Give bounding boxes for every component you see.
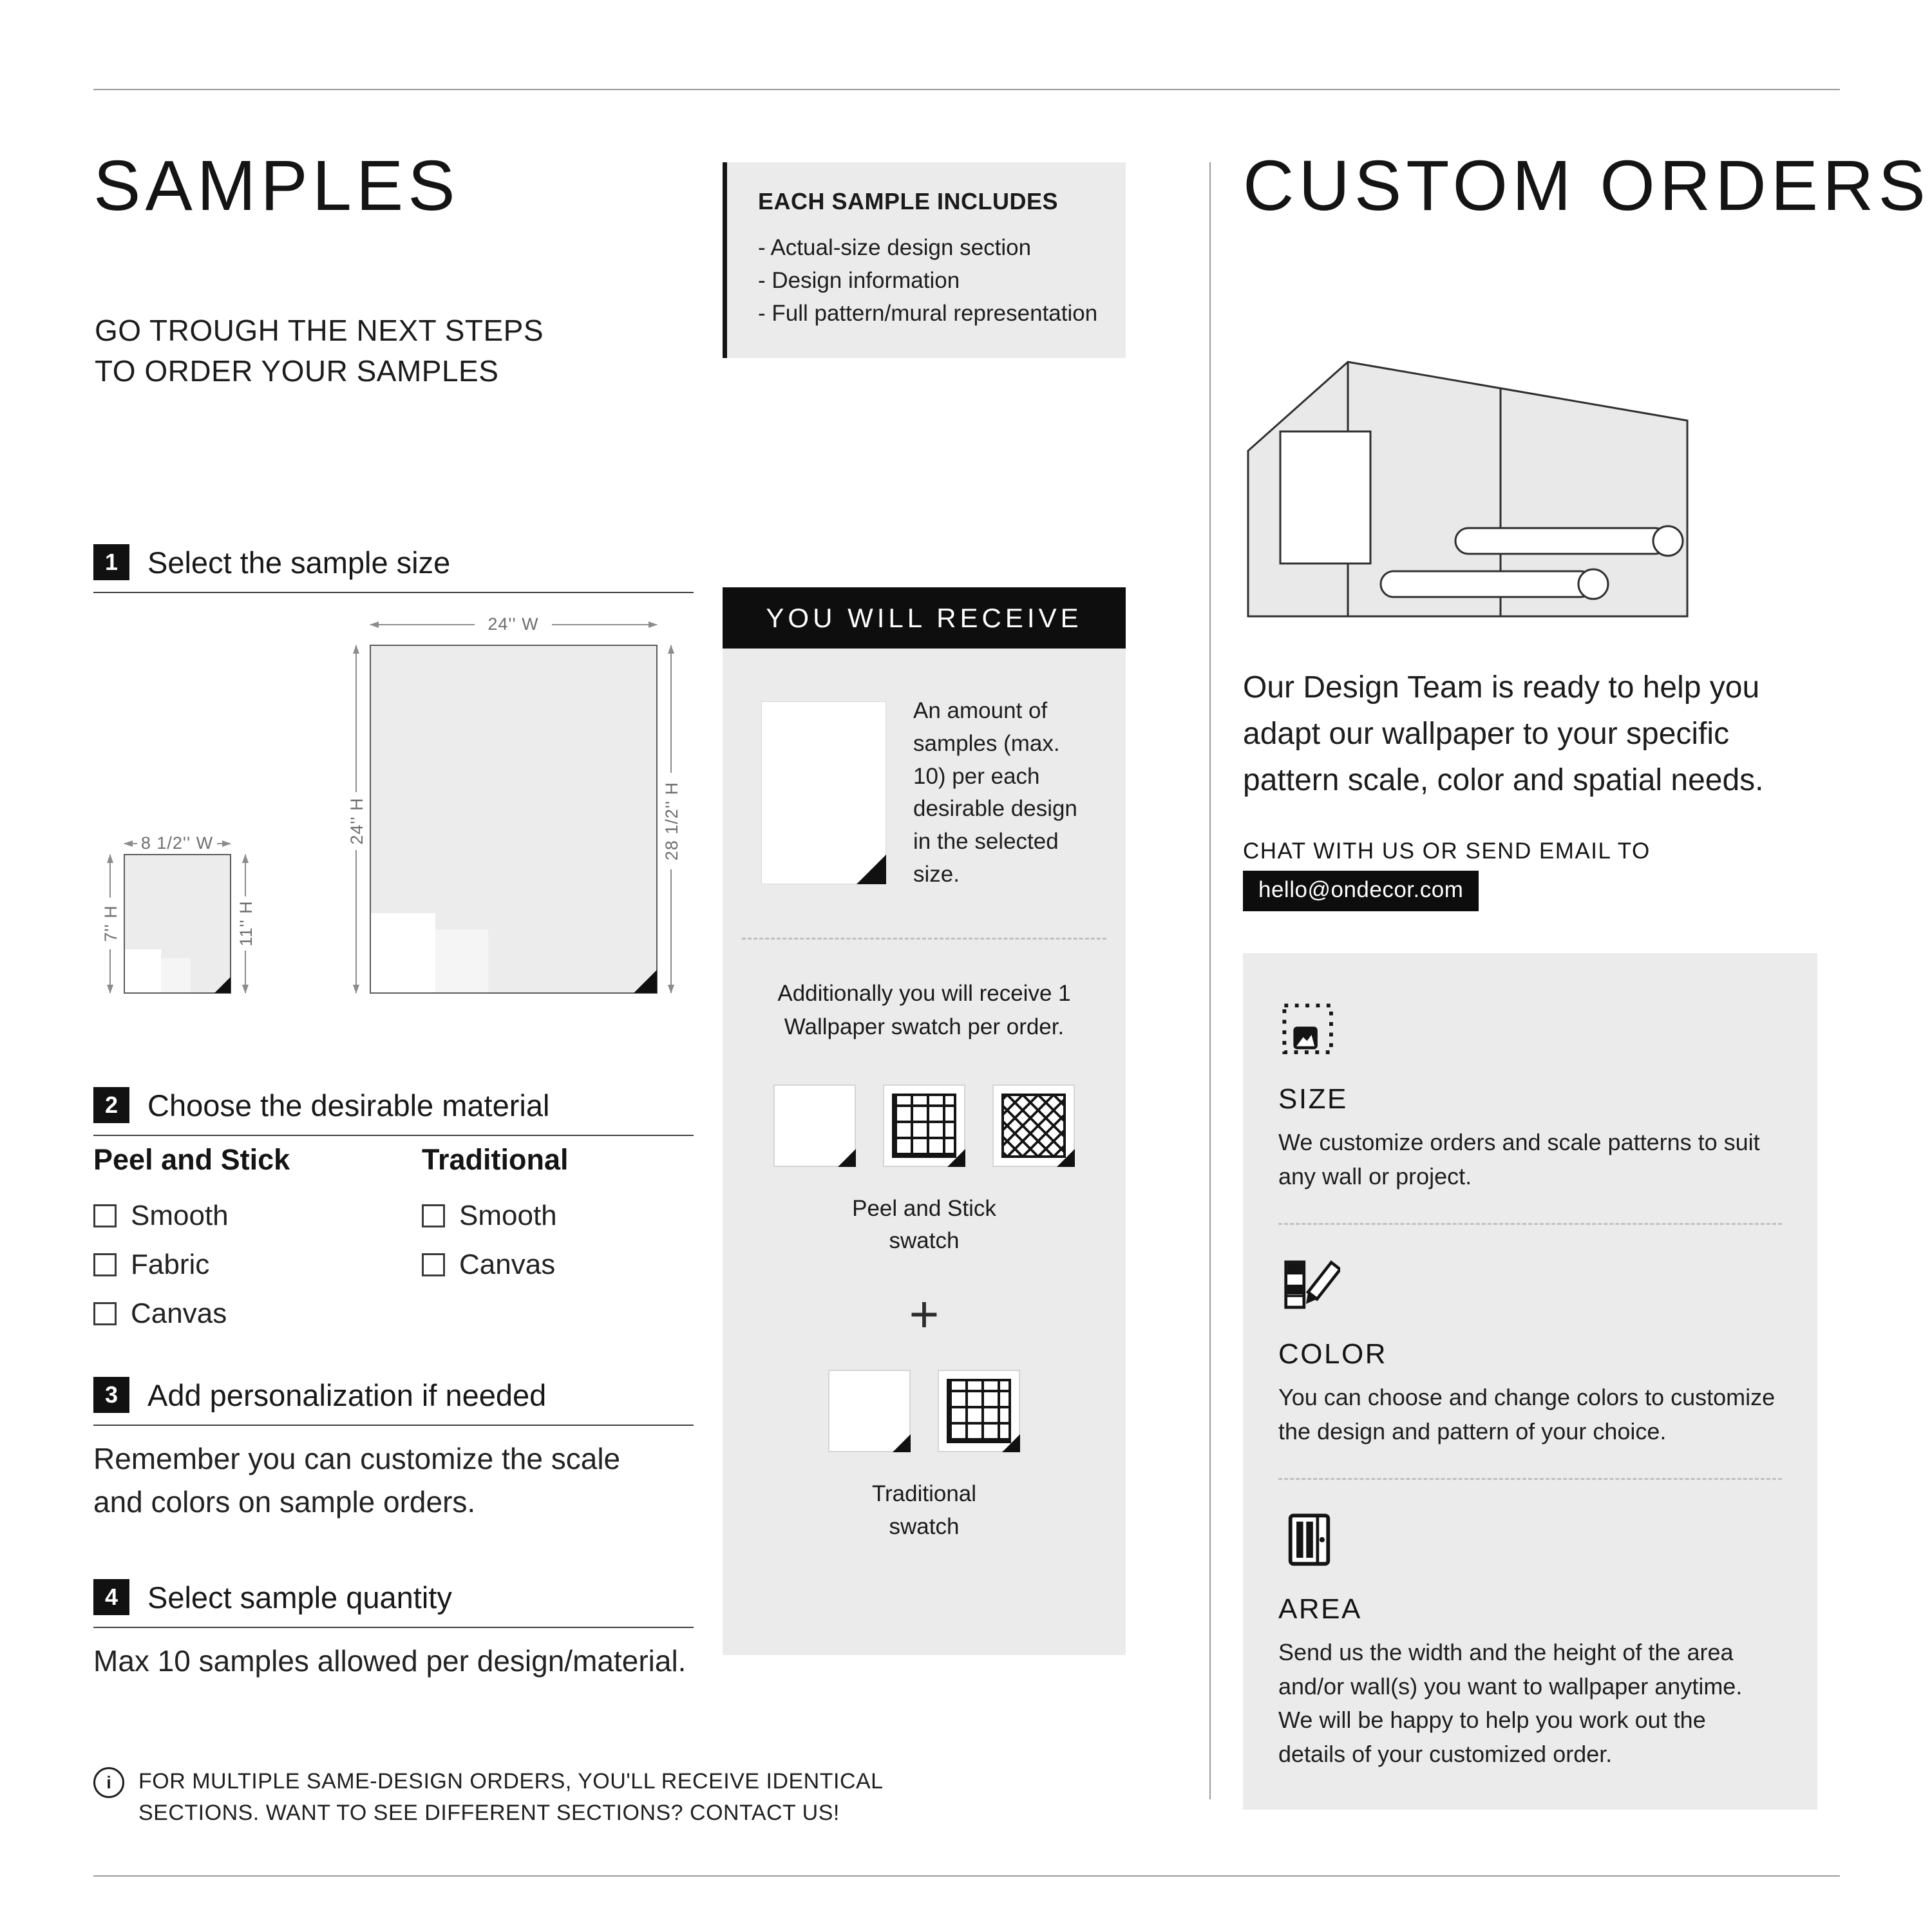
blank-swatch-icon [773,1084,856,1167]
feature-title: SIZE [1278,1083,1348,1115]
sample-frame [1280,431,1370,564]
checkbox-icon[interactable] [422,1204,445,1227]
material-group-peel [93,1143,351,1330]
bottom-divider [93,1875,1840,1877]
checkbox-icon[interactable] [93,1302,117,1325]
traditional-swatch-caption: Traditional swatch [871,1481,977,1539]
email-link[interactable]: hello@ondecor.com [1243,871,1479,911]
you-will-receive-panel [723,587,1126,1655]
checkbox-label: Smooth [459,1200,557,1231]
feature-text: Send us the width and the height of the area and/or wall(s) you want to wallpaper anytime. We will be happy to help you work out the details of your customized order. [1278,1639,1743,1767]
feature-size [1278,999,1782,1193]
step4-header [93,1579,694,1628]
feature-title: AREA [1278,1593,1362,1625]
checkbox-icon[interactable] [422,1253,445,1276]
receive-header: YOU WILL RECEIVE [723,587,1126,649]
includes-title: EACH SAMPLE INCLUDES [758,188,1059,214]
samples-intro-line2: TO ORDER YOUR SAMPLES [95,354,499,388]
area-icon [1278,1510,1340,1571]
material-option-smooth[interactable] [93,1200,351,1232]
sample-includes-box [723,162,1126,358]
step4-label: Select sample quantity [147,1580,452,1615]
footnote [93,1766,892,1830]
feature-color [1278,1255,1782,1448]
step3-number-badge: 3 [93,1377,129,1413]
dim-label-large-height-right: 28 1/2'' H [662,781,681,861]
samples-intro [95,310,544,392]
personalization-text: Remember you can customize the scale and colors on sample orders. [93,1442,621,1519]
color-icon [1278,1255,1340,1316]
material-option-smooth[interactable] [422,1200,679,1232]
step2-header [93,1087,694,1136]
dashed-divider [1278,1478,1782,1480]
footnote-text: FOR MULTIPLE SAME-DESIGN ORDERS, YOU'LL RECEIVE IDENTICAL SECTIONS. WANT TO SEE DIFFERENT SECTIONS? CONTACT US! [138,1769,883,1826]
material-option-canvas[interactable] [93,1298,351,1330]
dim-label-small-height-left: 7'' H [101,905,120,942]
material-group-title: Peel and Stick [93,1143,290,1176]
material-group-title: Traditional [422,1143,569,1176]
custom-features-panel [1243,953,1817,1810]
samples-title: SAMPLES [93,146,460,225]
dashed-divider [1278,1223,1782,1225]
feature-title: COLOR [1278,1338,1387,1370]
material-option-canvas[interactable] [422,1249,679,1281]
peel-swatch-row [723,1084,1126,1167]
dim-label-large-width: 24'' W [488,614,539,634]
material-options [93,1143,679,1330]
traditional-swatch-row [723,1370,1126,1452]
custom-orders-title: CUSTOM ORDERS [1243,146,1930,225]
step4-number-badge: 4 [93,1579,129,1615]
checkbox-icon[interactable] [93,1253,117,1276]
quantity-text: Max 10 samples allowed per design/material. [93,1644,687,1678]
step3-label: Add personalization if needed [147,1378,547,1412]
checkbox-label: Smooth [131,1200,229,1231]
dashed-divider [742,938,1106,940]
plus-icon: + [909,1285,940,1343]
checkbox-label: Canvas [459,1249,556,1280]
sample-sheet-icon [761,701,886,884]
samples-intro-line1: GO TROUGH THE NEXT STEPS [95,314,544,347]
blank-swatch-icon [828,1370,911,1452]
sample-size-diagram [93,600,712,1012]
size-icon [1278,999,1340,1061]
peel-swatch-caption: Peel and Stick swatch [852,1195,996,1254]
step3-header [93,1377,694,1426]
top-divider [93,89,1840,90]
includes-item: - Full pattern/mural representation [758,300,1098,326]
material-group-traditional [422,1143,679,1330]
samples-amount-row [723,649,1126,891]
dim-label-small-height-right: 11'' H [236,900,256,947]
step2-label: Choose the desirable material [147,1088,550,1122]
vertical-divider [1209,162,1211,1799]
dim-label-small-width: 8 1/2'' W [140,833,214,853]
info-icon: i [93,1767,124,1798]
grid-swatch-icon [938,1370,1020,1452]
grid-swatch-icon [883,1084,965,1167]
samples-amount-text: An amount of samples (max. 10) per each desirable design in the selected size. [913,698,1077,887]
custom-intro-text: Our Design Team is ready to help you adapt our wallpaper to your specific pattern scale, color and spatial needs. [1243,670,1764,797]
dim-label-large-height-left: 24'' H [347,797,366,845]
feature-text: You can choose and change colors to customize the design and pattern of your choice. [1278,1384,1776,1444]
step1-header [93,544,694,593]
feature-text: We customize orders and scale patterns to suit any wall or project. [1278,1129,1760,1189]
additional-swatch-text: Additionally you will receive 1 Wallpaper swatch per order. [777,980,1071,1039]
feature-area [1278,1510,1782,1771]
checkbox-icon[interactable] [93,1204,117,1227]
house-wallpaper-illustration [1243,325,1694,621]
includes-item: - Design information [758,267,960,293]
step2-number-badge: 2 [93,1087,129,1123]
checkbox-label: Fabric [131,1249,210,1280]
includes-item: - Actual-size design section [758,235,1032,260]
material-option-fabric[interactable] [93,1249,351,1281]
hatch-swatch-icon [992,1084,1075,1167]
step1-label: Select the sample size [147,545,451,580]
contact-label: CHAT WITH US OR SEND EMAIL TO [1243,838,1651,864]
checkbox-label: Canvas [131,1298,227,1329]
step1-number-badge: 1 [93,544,129,580]
